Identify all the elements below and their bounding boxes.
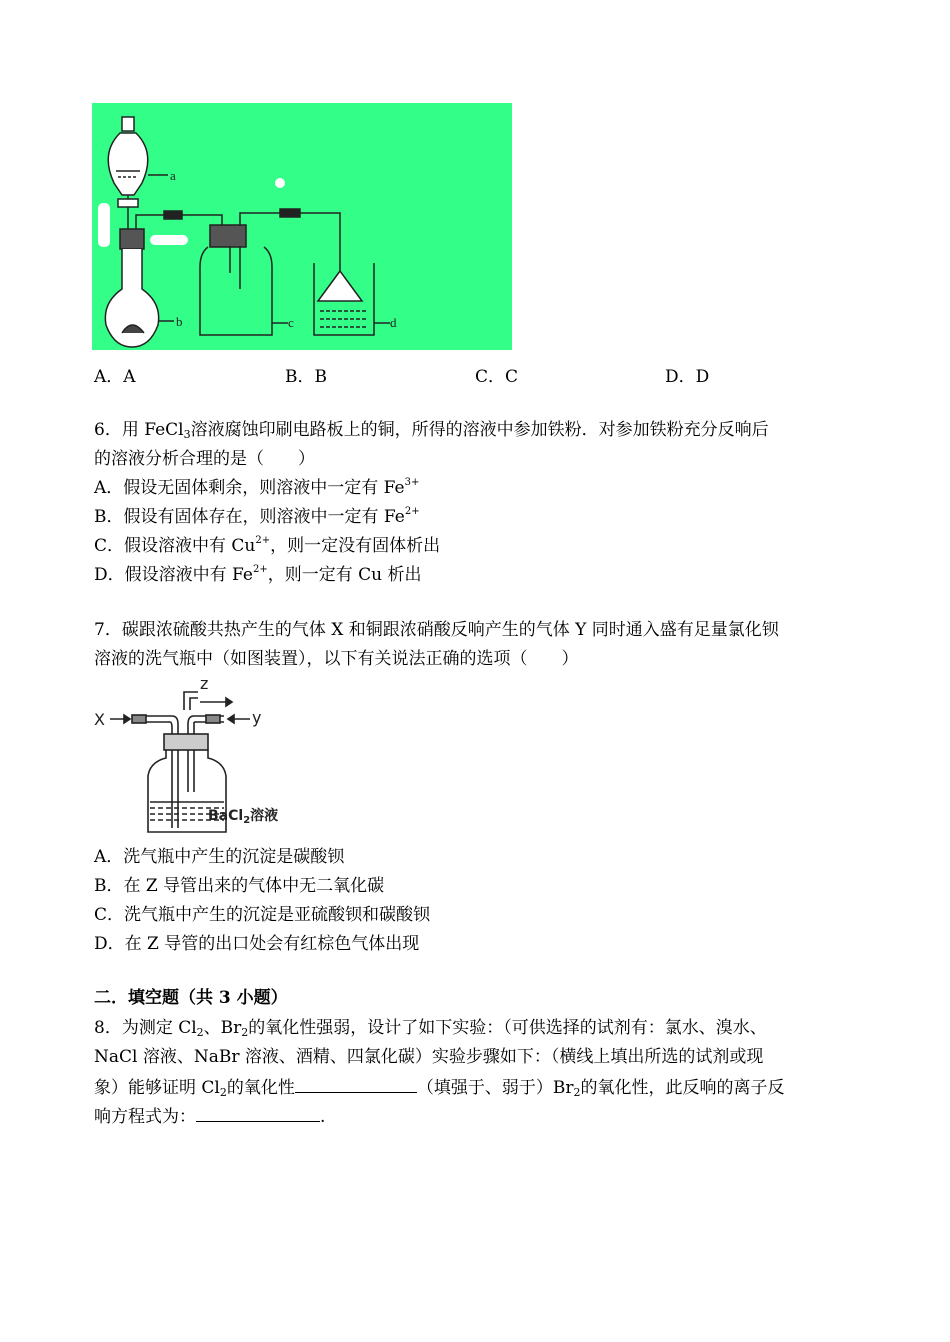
wash-bottle-figure (94, 672, 294, 836)
q6-stem-line2: 的溶液分析合理的是（ ） (94, 449, 315, 469)
option-text: C (505, 367, 519, 387)
apparatus-figure (92, 103, 512, 350)
label-x: X (94, 710, 105, 729)
q7-option-a[interactable]: A．洗气瓶中产生的沉淀是碳酸钡 (94, 847, 345, 867)
q8-line2: NaCl 溶液、NaBr 溶液、酒精、四氯化碳）实验步骤如下：（横线上填出所选的试剂或现 (94, 1047, 764, 1067)
q5-option-d[interactable] (665, 362, 709, 387)
q5-option-a[interactable] (94, 362, 136, 387)
q6-option-c[interactable]: C．假设溶液中有 $Cu^{2+}$，则一定没有固体析出 (94, 535, 441, 556)
option-letter: A． (94, 367, 124, 387)
section-title: 二．填空题（共 3 小题） (94, 988, 288, 1008)
option-letter: C． (475, 367, 506, 387)
option-text: A (123, 367, 136, 387)
q6-option-d[interactable]: D．假设溶液中有 $Fe^{2+}$，则一定有 Cu 析出 (94, 564, 422, 585)
solution-label: BaCl$_2$溶液 (208, 808, 279, 826)
answer-blank-1[interactable] (295, 1074, 417, 1093)
q5-option-c[interactable] (475, 362, 518, 387)
label-z: z (200, 674, 209, 693)
q7-option-b[interactable]: B．在 Z 导管出来的气体中无二氧化碳 (94, 876, 385, 896)
q5-option-b[interactable] (285, 362, 327, 387)
label-c: c (288, 315, 294, 330)
q8-line3: 象）能够证明 $Cl_2$的氧化性 （填强于、弱于）$Br_2$的氧化性，此反响的离子反 (94, 1074, 784, 1100)
label-a: a (170, 168, 176, 183)
q7-option-c[interactable]: C．洗气瓶中产生的沉淀是亚硫酸钡和碳酸钡 (94, 905, 431, 925)
q7-option-d[interactable]: D．在 Z 导管的出口处会有红棕色气体出现 (94, 934, 420, 954)
q6-option-a[interactable]: A．假设无固体剩余，则溶液中一定有 $Fe^{3+}$ (94, 477, 420, 498)
q7-stem-line1: 7．碳跟浓硫酸共热产生的气体 X 和铜跟浓硝酸反响产生的气体 Y 同时通入盛有足量氯化钡 (94, 620, 779, 640)
option-letter: D． (665, 367, 696, 387)
q8-line4: 响方程式为： . (94, 1103, 325, 1129)
q8-line1: 8．为测定 $Cl_2$、$Br_2$的氧化性强弱，设计了如下实验：（可供选择的试剂有：氯水、溴水、 (94, 1018, 767, 1039)
option-text: B (314, 367, 327, 387)
q6-stem-line1: 6．用 FeCl$_3$溶液腐蚀印刷电路板上的铜，所得的溶液中参加铁粉．对参加铁粉充分反响后 (94, 420, 769, 441)
label-b: b (176, 314, 183, 329)
q7-stem-line2: 溶液的洗气瓶中（如图装置），以下有关说法正确的选项（ ） (94, 649, 579, 669)
q6-option-b[interactable]: B．假设有固体存在，则溶液中一定有 $Fe^{2+}$ (94, 506, 420, 527)
option-letter: B． (285, 367, 315, 387)
label-y: y (252, 708, 262, 727)
answer-blank-2[interactable] (196, 1103, 320, 1122)
label-d: d (390, 315, 397, 330)
option-text: D (695, 367, 710, 387)
